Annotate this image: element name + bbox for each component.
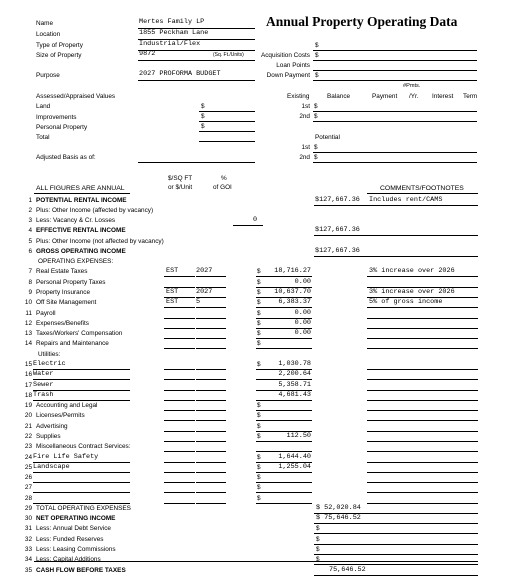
loan-points-label: Loan Points bbox=[276, 62, 310, 69]
payment-label: Payment bbox=[372, 93, 398, 100]
row-label[interactable]: Landscape bbox=[33, 462, 70, 471]
type-value[interactable]: Industrial/Flex bbox=[139, 40, 201, 48]
row-number: 18 bbox=[24, 391, 32, 399]
size-underline bbox=[138, 60, 255, 61]
adjusted-basis-line bbox=[138, 162, 255, 163]
row-label: Payroll bbox=[36, 309, 56, 317]
row-sqft-line bbox=[164, 328, 195, 329]
row-label: POTENTIAL RENTAL INCOME bbox=[36, 196, 127, 204]
row-total-dollar: $ bbox=[316, 525, 320, 533]
row-label: Less: Vacancy & Cr. Losses bbox=[36, 217, 116, 225]
row-total-line bbox=[314, 544, 369, 545]
improvements-dollar: $ bbox=[201, 113, 205, 120]
comments-header: COMMENTS/FOOTNOTES bbox=[380, 185, 464, 192]
row-comment-line bbox=[367, 575, 478, 576]
row-comment-line bbox=[367, 544, 478, 545]
row-total[interactable]: $ 75,646.52 bbox=[316, 514, 361, 523]
row-comment-line bbox=[367, 431, 478, 432]
row-label-line bbox=[33, 492, 130, 493]
row-comment-line bbox=[367, 338, 478, 339]
row-sqft-line bbox=[164, 410, 195, 411]
row-comment-line bbox=[367, 276, 478, 277]
row-number: 28 bbox=[24, 494, 32, 502]
row-number: 31 bbox=[24, 525, 32, 533]
balance-label: Balance bbox=[327, 93, 351, 100]
row-label: Taxes/Workers' Compensation bbox=[36, 330, 123, 338]
row-sqft-line bbox=[164, 462, 195, 463]
row-amount[interactable]: 112.50 bbox=[286, 431, 311, 440]
row-total-dollar: $ bbox=[316, 556, 320, 564]
row-comment-line bbox=[367, 390, 478, 391]
row-basis-2[interactable]: 2027 bbox=[196, 267, 213, 276]
location-value[interactable]: 1855 Peckham Lane bbox=[139, 29, 209, 37]
row-label: Plus: Other Income (affected by vacancy) bbox=[36, 206, 154, 214]
row-label: Advertising bbox=[36, 422, 68, 430]
row-comment-line bbox=[367, 369, 478, 370]
all-figures-label: ALL FIGURES ARE ANNUAL bbox=[36, 185, 125, 192]
row-amount[interactable]: 0.00 bbox=[294, 308, 311, 317]
row-basis[interactable]: EST bbox=[166, 267, 179, 276]
row-number: 16 bbox=[24, 371, 32, 379]
row-pct-line bbox=[196, 390, 226, 391]
row-sqft-line bbox=[164, 441, 195, 442]
potential-1st-label: 1st bbox=[301, 144, 310, 151]
row-dollar: $ bbox=[257, 422, 261, 430]
row-number: 4 bbox=[28, 227, 32, 235]
assessed-heading: Assessed/Appraised Values bbox=[36, 93, 116, 100]
pmts-yr-label: /Yr. bbox=[409, 93, 419, 100]
purpose-value[interactable]: 2027 PROFORMA BUDGET bbox=[139, 70, 221, 78]
row-label: Expenses/Benefits bbox=[36, 319, 89, 327]
row-basis-2[interactable]: 5 bbox=[196, 298, 201, 307]
row-amount-line bbox=[256, 348, 312, 349]
row-label: TOTAL OPERATING EXPENSES bbox=[36, 504, 131, 512]
row-total-line bbox=[314, 533, 369, 534]
acq-line-2 bbox=[313, 70, 477, 71]
row-label[interactable]: Fire Life Safety bbox=[33, 452, 99, 461]
row-number: 21 bbox=[24, 422, 32, 430]
row-basis-2[interactable]: 2027 bbox=[196, 288, 213, 297]
row-label[interactable]: Sewer bbox=[33, 380, 54, 389]
row-dollar: $ bbox=[257, 299, 261, 307]
row-label: Licenses/Permits bbox=[36, 412, 85, 420]
all-figures-underline bbox=[34, 193, 130, 194]
row-pct[interactable]: 0 bbox=[253, 216, 258, 225]
row-amount-line bbox=[256, 503, 312, 504]
improvements-label: Improvements bbox=[36, 114, 77, 121]
purpose-label: Purpose bbox=[36, 72, 60, 79]
row-amount[interactable]: 1,255.04 bbox=[278, 462, 311, 471]
row-comment-line bbox=[367, 482, 478, 483]
row-number: 24 bbox=[24, 453, 32, 461]
row-amount-line bbox=[256, 492, 312, 493]
row-amount-line bbox=[256, 420, 312, 421]
row-label-line bbox=[33, 482, 130, 483]
row-comment-line bbox=[367, 318, 478, 319]
row-amount-line bbox=[256, 441, 312, 442]
row-comment-line bbox=[367, 533, 478, 534]
row-dollar: $ bbox=[257, 432, 261, 440]
row-amount-line bbox=[256, 472, 312, 473]
row-sqft-line bbox=[164, 503, 195, 504]
land-dollar: $ bbox=[201, 103, 205, 110]
row-label: Supplies bbox=[36, 432, 61, 440]
row-amount-line bbox=[256, 400, 312, 401]
row-label-line bbox=[33, 472, 130, 473]
row-sqft-line bbox=[164, 318, 195, 319]
row-number: 27 bbox=[24, 484, 32, 492]
down-payment-label: Down Payment bbox=[266, 72, 310, 79]
pct-header-2: of GOI bbox=[213, 184, 232, 191]
existing-2nd-line bbox=[313, 121, 477, 122]
pmts-label: #Pmts. bbox=[403, 83, 421, 89]
row-sqft-line bbox=[164, 431, 195, 432]
row-number: 34 bbox=[24, 556, 32, 564]
acq-line-1 bbox=[313, 60, 477, 61]
row-comment[interactable]: Includes rent/CAMS bbox=[369, 195, 443, 204]
row-pct-line bbox=[196, 472, 226, 473]
row-label: Accounting and Legal bbox=[36, 402, 98, 410]
row-comment-line bbox=[367, 379, 478, 380]
row-pct-line bbox=[196, 462, 226, 463]
row-comment-line bbox=[367, 328, 478, 329]
type-underline bbox=[138, 50, 255, 51]
row-comment-line bbox=[367, 503, 478, 504]
row-pct-line bbox=[196, 410, 226, 411]
sqft-header-1: $/SQ FT bbox=[168, 175, 193, 182]
sqft-header-2: or $/Unit bbox=[168, 184, 193, 191]
row-comment-line bbox=[367, 256, 478, 257]
row-label[interactable]: Trash bbox=[33, 390, 54, 399]
row-dollar: $ bbox=[257, 494, 261, 502]
form-title: Annual Property Operating Data bbox=[266, 14, 458, 29]
size-unit: (Sq. Ft./Units) bbox=[213, 52, 244, 58]
row-dollar: $ bbox=[257, 484, 261, 492]
row-pct-line bbox=[196, 338, 226, 339]
row-pct-line bbox=[196, 503, 226, 504]
row-sqft-line bbox=[164, 390, 195, 391]
row-label: EFFECTIVE RENTAL INCOME bbox=[36, 227, 126, 235]
row-sqft-line bbox=[164, 379, 195, 380]
row-total-line bbox=[314, 575, 369, 576]
row-pct-line bbox=[196, 400, 226, 401]
row-total-line bbox=[314, 235, 369, 236]
row-label[interactable]: Water bbox=[33, 370, 54, 379]
row-pct-line bbox=[196, 297, 226, 298]
row-number: 7 bbox=[28, 268, 32, 276]
existing-label: Existing bbox=[287, 93, 310, 100]
row-sqft-line bbox=[164, 307, 195, 308]
row-pct-line bbox=[196, 276, 226, 277]
row-label: Personal Property Taxes bbox=[36, 278, 106, 286]
size-label: Size of Property bbox=[36, 52, 82, 59]
row-amount-line bbox=[256, 338, 312, 339]
row-label: Less: Capital Additions bbox=[36, 556, 101, 564]
row-comment-line bbox=[367, 554, 478, 555]
row-total[interactable]: $127,667.36 bbox=[315, 195, 360, 204]
row-number: 20 bbox=[24, 412, 32, 420]
row-dollar: $ bbox=[257, 474, 261, 482]
row-number: 12 bbox=[24, 319, 32, 327]
existing-2nd-label: 2nd bbox=[299, 113, 310, 120]
row-pct-line bbox=[196, 318, 226, 319]
row-pct-line bbox=[196, 441, 226, 442]
row-total[interactable]: $127,667.36 bbox=[315, 246, 360, 255]
row-amount[interactable]: 2,200.64 bbox=[278, 370, 311, 379]
row-total-line bbox=[314, 205, 369, 206]
row-dollar: $ bbox=[257, 309, 261, 317]
row-pct-line bbox=[196, 431, 226, 432]
term-label: Term bbox=[463, 93, 478, 100]
row-basis[interactable]: EST bbox=[166, 298, 179, 307]
row-comment-line bbox=[367, 472, 478, 473]
row-sqft-line bbox=[164, 276, 195, 277]
potential-label: Potential bbox=[315, 134, 340, 141]
row-number: 6 bbox=[28, 247, 32, 255]
row-number: 5 bbox=[28, 237, 32, 245]
row-number: 23 bbox=[24, 443, 32, 451]
row-total-dollar: $ bbox=[316, 546, 320, 554]
row-label: Less: Funded Reserves bbox=[36, 535, 104, 543]
row-amount[interactable]: 0.00 bbox=[294, 318, 311, 327]
row-number: 9 bbox=[28, 289, 32, 297]
row-label: NET OPERATING INCOME bbox=[36, 515, 116, 523]
row-total[interactable]: $ 52,020.84 bbox=[316, 503, 361, 512]
row-comment[interactable]: 3% increase over 2026 bbox=[369, 267, 455, 276]
row-comment-line bbox=[367, 523, 478, 524]
adjusted-basis-label: Adjusted Basis as of: bbox=[36, 154, 96, 161]
acq-dollar-1: $ bbox=[315, 52, 319, 59]
row-number: 14 bbox=[24, 340, 32, 348]
row-number: 15 bbox=[24, 360, 32, 368]
row-number: 29 bbox=[24, 504, 32, 512]
row-label: Less: Annual Debt Service bbox=[36, 525, 111, 533]
row-label: Less: Leasing Commissions bbox=[36, 546, 116, 554]
existing-2nd-dollar: $ bbox=[314, 113, 318, 120]
total-line bbox=[199, 141, 255, 142]
row-dollar: $ bbox=[257, 319, 261, 327]
land-line bbox=[199, 111, 255, 112]
row-label-line bbox=[33, 503, 130, 504]
improvements-line bbox=[199, 121, 255, 122]
comments-underline bbox=[367, 193, 478, 194]
row-number: 25 bbox=[24, 463, 32, 471]
row-pct-line bbox=[196, 369, 226, 370]
row-comment-line bbox=[367, 205, 478, 206]
row-dollar: $ bbox=[257, 463, 261, 471]
potential-2nd-line bbox=[313, 162, 477, 163]
row-dollar: $ bbox=[257, 402, 261, 410]
row-comment[interactable]: 3% increase over 2026 bbox=[369, 288, 455, 297]
interest-label: Interest bbox=[432, 93, 454, 100]
row-pct-line bbox=[196, 451, 226, 452]
row-pct-line bbox=[196, 379, 226, 380]
row-comment-line bbox=[367, 420, 478, 421]
row-label: Miscellaneous Contract Services: bbox=[36, 443, 131, 451]
acquisition-costs-label: Acquisition Costs bbox=[260, 52, 310, 59]
row-label: OPERATING EXPENSES: bbox=[38, 258, 114, 266]
row-label-line bbox=[33, 400, 130, 401]
row-label[interactable]: Electric bbox=[33, 359, 66, 368]
row-sqft-line bbox=[164, 400, 195, 401]
row-pct-line bbox=[196, 307, 226, 308]
row-sqft-line bbox=[164, 348, 195, 349]
row-label: CASH FLOW BEFORE TAXES bbox=[36, 566, 126, 574]
name-value[interactable]: Mertes Family LP bbox=[139, 18, 205, 26]
row-label: Off Site Management bbox=[36, 299, 97, 307]
row-number: 19 bbox=[24, 402, 32, 410]
row-dollar: $ bbox=[257, 268, 261, 276]
row-comment-line bbox=[367, 492, 478, 493]
row-number: 26 bbox=[24, 474, 32, 482]
acq-dollar-3: $ bbox=[315, 72, 319, 79]
row-number: 10 bbox=[24, 299, 32, 307]
row-sqft-line bbox=[164, 369, 195, 370]
row-comment-line bbox=[367, 564, 478, 565]
row-sqft-line bbox=[164, 472, 195, 473]
row-label: Real Estate Taxes bbox=[36, 268, 88, 276]
personal-property-label: Personal Property bbox=[36, 124, 88, 131]
row-number: 22 bbox=[24, 432, 32, 440]
row-amount[interactable]: 0.00 bbox=[294, 329, 311, 338]
row-comment-line bbox=[367, 400, 478, 401]
name-label: Name bbox=[36, 20, 54, 27]
row-amount[interactable]: 10,637.70 bbox=[274, 288, 311, 297]
row-amount[interactable]: 4,681.43 bbox=[278, 390, 311, 399]
purpose-underline bbox=[138, 80, 255, 81]
row-label: Property Insurance bbox=[36, 289, 90, 297]
existing-1st-label: 1st bbox=[301, 103, 310, 110]
row-sqft-line bbox=[164, 482, 195, 483]
row-comment[interactable]: 5% of gross income bbox=[369, 298, 443, 307]
row-amount[interactable]: 6,383.37 bbox=[278, 298, 311, 307]
row-sqft-line bbox=[164, 338, 195, 339]
row-number: 30 bbox=[24, 515, 32, 523]
bottom-rule bbox=[34, 561, 478, 562]
row-number: 33 bbox=[24, 546, 32, 554]
land-label: Land bbox=[36, 103, 51, 110]
row-number: 32 bbox=[24, 535, 32, 543]
row-amount-line bbox=[256, 410, 312, 411]
row-pct-line bbox=[233, 225, 263, 226]
existing-1st-line bbox=[313, 111, 477, 112]
row-dollar: $ bbox=[257, 453, 261, 461]
potential-1st-line bbox=[313, 152, 477, 153]
row-amount[interactable]: 1,644.40 bbox=[278, 452, 311, 461]
row-dollar: $ bbox=[257, 278, 261, 286]
row-number: 11 bbox=[25, 309, 32, 317]
acq-dollar-0: $ bbox=[315, 42, 319, 49]
row-pct-line bbox=[196, 328, 226, 329]
row-sqft-line bbox=[164, 420, 195, 421]
row-dollar: $ bbox=[257, 289, 261, 297]
size-value[interactable]: 9872 bbox=[139, 50, 156, 58]
row-dollar: $ bbox=[257, 360, 261, 368]
total-label: Total bbox=[36, 134, 50, 141]
row-dollar: $ bbox=[257, 340, 261, 348]
potential-1st-dollar: $ bbox=[314, 144, 318, 151]
row-comment-line bbox=[367, 441, 478, 442]
row-number: 17 bbox=[24, 381, 32, 389]
row-dollar: $ bbox=[257, 330, 261, 338]
row-number: 1 bbox=[28, 196, 32, 204]
row-label: Plus: Other Income (not affected by vacancy) bbox=[36, 237, 164, 245]
type-label: Type of Property bbox=[36, 42, 83, 49]
acq-line-0 bbox=[313, 50, 477, 51]
row-total-line bbox=[314, 256, 369, 257]
row-number: 13 bbox=[24, 330, 32, 338]
row-comment-line bbox=[367, 410, 478, 411]
potential-2nd-label: 2nd bbox=[299, 154, 310, 161]
row-amount[interactable]: 0.00 bbox=[294, 277, 311, 286]
row-comment-line bbox=[367, 307, 478, 308]
row-total-dollar: $ bbox=[316, 535, 320, 543]
row-amount[interactable]: 1,030.78 bbox=[278, 359, 311, 368]
row-dollar: $ bbox=[257, 412, 261, 420]
pct-header-1: % bbox=[221, 175, 227, 182]
acq-line-3 bbox=[313, 80, 477, 81]
row-total-line bbox=[314, 523, 369, 524]
row-comment-line bbox=[367, 451, 478, 452]
row-label: Utilities: bbox=[38, 350, 61, 358]
row-comment-line bbox=[367, 235, 478, 236]
row-total[interactable]: 75,646.52 bbox=[329, 565, 366, 574]
personal-property-line bbox=[199, 131, 255, 132]
row-comment-line bbox=[367, 348, 478, 349]
location-label: Location bbox=[36, 31, 61, 38]
row-total[interactable]: $127,667.36 bbox=[315, 226, 360, 235]
row-pct-line bbox=[196, 492, 226, 493]
row-number: 35 bbox=[24, 566, 32, 574]
potential-2nd-dollar: $ bbox=[314, 154, 318, 161]
row-total-line bbox=[314, 554, 369, 555]
row-sqft-line bbox=[164, 451, 195, 452]
row-number: 8 bbox=[28, 278, 32, 286]
row-number: 2 bbox=[28, 206, 32, 214]
row-comment-line bbox=[367, 513, 478, 514]
row-pct-line bbox=[196, 482, 226, 483]
row-number: 3 bbox=[28, 217, 32, 225]
row-label: GROSS OPERATING INCOME bbox=[36, 247, 126, 255]
existing-1st-dollar: $ bbox=[314, 103, 318, 110]
row-label: Repairs and Maintenance bbox=[36, 340, 109, 348]
row-sqft-line bbox=[164, 492, 195, 493]
row-pct-line bbox=[196, 348, 226, 349]
row-amount[interactable]: 5,358.71 bbox=[278, 380, 311, 389]
row-pct-line bbox=[196, 420, 226, 421]
row-basis[interactable]: EST bbox=[166, 288, 179, 297]
personal-property-dollar: $ bbox=[201, 123, 205, 130]
row-comment-line bbox=[367, 462, 478, 463]
row-amount[interactable]: 18,716.27 bbox=[274, 267, 311, 276]
row-amount-line bbox=[256, 482, 312, 483]
